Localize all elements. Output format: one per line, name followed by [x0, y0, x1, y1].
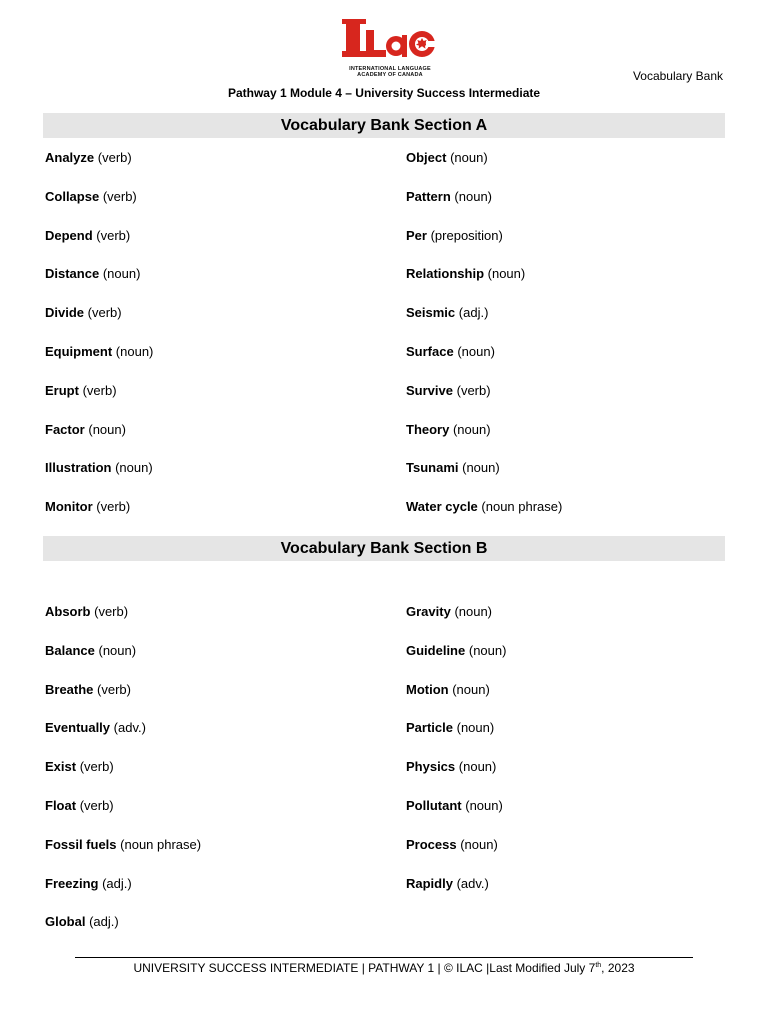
vocab-term [45, 720, 146, 736]
part-of-speech: (noun) [452, 422, 491, 437]
vocab-term [45, 266, 140, 282]
vocab-term [45, 876, 132, 892]
vocab-term [45, 460, 153, 476]
vocab-term [406, 460, 500, 476]
part-of-speech: (noun) [458, 759, 497, 774]
logo-subtitle: INTERNATIONAL LANGUAGE ACADEMY OF CANADA [349, 66, 431, 78]
part-of-speech: (verb) [82, 383, 117, 398]
vocab-word: Motion [406, 682, 449, 697]
part-of-speech: (noun) [115, 460, 153, 475]
vocab-term [406, 798, 503, 814]
vocab-word: Equipment [45, 344, 113, 359]
vocab-term [45, 837, 201, 853]
vocab-word: Physics [406, 759, 456, 774]
part-of-speech: (noun) [462, 460, 500, 475]
vocab-word: Illustration [45, 460, 112, 475]
part-of-speech: (verb) [96, 499, 131, 514]
vocab-word: Freezing [45, 876, 99, 891]
part-of-speech: (noun phrase) [120, 837, 202, 852]
vocab-term [406, 499, 562, 515]
vocab-word: Divide [45, 305, 85, 320]
vocab-word: Seismic [406, 305, 456, 320]
part-of-speech: (verb) [79, 759, 114, 774]
vocab-term [45, 383, 117, 399]
vocab-word: Gravity [406, 604, 451, 619]
part-of-speech: (verb) [102, 189, 137, 204]
vocab-word: Guideline [406, 643, 466, 658]
vocab-word: Erupt [45, 383, 79, 398]
vocab-term [406, 682, 490, 698]
vocab-term [45, 759, 114, 775]
part-of-speech: (noun) [450, 150, 488, 165]
part-of-speech: (noun) [454, 189, 492, 204]
vocab-term [406, 189, 492, 205]
part-of-speech: (noun) [452, 682, 490, 697]
vocab-word: Distance [45, 266, 100, 281]
part-of-speech: (verb) [94, 604, 129, 619]
vocab-word: Water cycle [406, 499, 478, 514]
vocab-word: Eventually [45, 720, 111, 735]
vocab-term [406, 759, 496, 775]
vocab-term [45, 422, 126, 438]
part-of-speech: (adj.) [102, 876, 132, 891]
part-of-speech: (verb) [97, 682, 131, 697]
part-of-speech: (noun) [115, 344, 154, 359]
vocab-word: Breathe [45, 682, 94, 697]
vocab-word: Factor [45, 422, 85, 437]
vocab-word: Pollutant [406, 798, 462, 813]
ilac-logo-mark [340, 16, 440, 64]
part-of-speech: (noun) [465, 798, 503, 813]
vocab-term [45, 798, 114, 814]
vocab-word: Tsunami [406, 460, 459, 475]
part-of-speech: (verb) [456, 383, 491, 398]
vocab-term [45, 150, 132, 166]
vocab-term [406, 422, 491, 438]
vocab-word: Absorb [45, 604, 91, 619]
vocab-term [45, 305, 122, 321]
vocab-term [45, 499, 130, 515]
vocab-word: Object [406, 150, 447, 165]
part-of-speech: (noun) [457, 344, 495, 359]
vocab-term [45, 643, 136, 659]
part-of-speech: (noun) [454, 604, 493, 619]
vocab-word: Theory [406, 422, 450, 437]
vocab-term [406, 266, 525, 282]
part-of-speech: (noun) [468, 643, 507, 658]
vocab-word: Global [45, 914, 86, 929]
vocab-word: Surface [406, 344, 454, 359]
footer-year: , 2023 [601, 961, 635, 975]
part-of-speech: (preposition) [430, 228, 503, 243]
part-of-speech: (adv.) [456, 876, 489, 891]
section-a-heading: Vocabulary Bank Section A [43, 113, 725, 138]
vocab-term [406, 876, 489, 892]
part-of-speech: (noun phrase) [481, 499, 563, 514]
vocab-term [406, 604, 492, 620]
page-footer [0, 961, 768, 975]
vocab-term [45, 189, 137, 205]
footer-text: UNIVERSITY SUCCESS INTERMEDIATE | PATHWAY 1 | © ILAC |Last Modified July 7 [133, 961, 596, 975]
section-b-heading: Vocabulary Bank Section B [43, 536, 725, 561]
vocab-word: Relationship [406, 266, 485, 281]
part-of-speech: (noun) [456, 720, 495, 735]
part-of-speech: (verb) [87, 305, 122, 320]
part-of-speech: (verb) [97, 150, 132, 165]
vocab-term [406, 383, 491, 399]
document-label: Vocabulary Bank [632, 69, 723, 83]
vocab-word: Pattern [406, 189, 451, 204]
vocab-word: Float [45, 798, 77, 813]
part-of-speech: (noun) [460, 837, 498, 852]
vocab-term [406, 643, 506, 659]
vocab-term [406, 837, 498, 853]
footer-ordinal: th [595, 962, 602, 969]
vocab-word: Exist [45, 759, 77, 774]
vocab-word: Survive [406, 383, 453, 398]
vocab-word: Process [406, 837, 457, 852]
vocab-term [406, 720, 494, 736]
ilac-logo [340, 16, 440, 78]
part-of-speech: (noun) [98, 643, 137, 658]
vocab-term [45, 914, 119, 930]
document-title: Pathway 1 Module 4 – University Success Intermediate [227, 86, 541, 100]
part-of-speech: (noun) [487, 266, 526, 281]
part-of-speech: (verb) [96, 228, 131, 243]
vocab-word: Fossil fuels [45, 837, 117, 852]
vocab-term [406, 150, 488, 166]
part-of-speech: (noun) [102, 266, 141, 281]
vocab-word: Depend [45, 228, 93, 243]
vocab-term [406, 305, 488, 321]
vocab-term [45, 604, 128, 620]
vocab-word: Analyze [45, 150, 95, 165]
vocab-term [45, 682, 131, 698]
part-of-speech: (verb) [79, 798, 114, 813]
part-of-speech: (adj.) [458, 305, 489, 320]
part-of-speech: (adv.) [113, 720, 146, 735]
vocab-word: Per [406, 228, 427, 243]
vocab-word: Balance [45, 643, 95, 658]
part-of-speech: (adj.) [89, 914, 119, 929]
vocab-word: Monitor [45, 499, 93, 514]
vocab-word: Rapidly [406, 876, 453, 891]
vocab-term [406, 228, 503, 244]
part-of-speech: (noun) [88, 422, 126, 437]
vocab-term [406, 344, 495, 360]
footer-rule [75, 957, 693, 958]
vocab-word: Collapse [45, 189, 100, 204]
vocab-term [45, 344, 153, 360]
vocab-term [45, 228, 130, 244]
vocab-word: Particle [406, 720, 453, 735]
